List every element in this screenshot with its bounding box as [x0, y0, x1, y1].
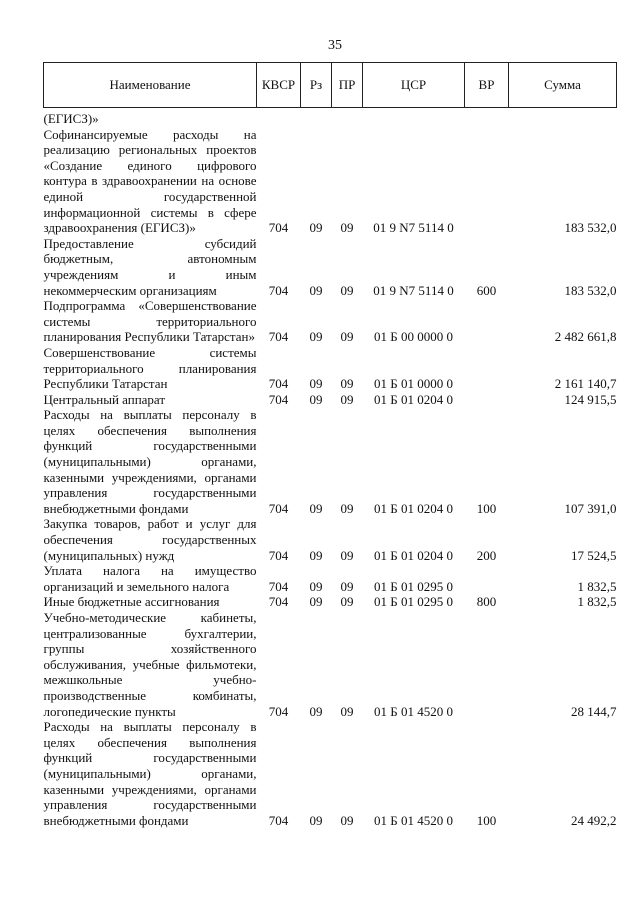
header-name: Наименование: [44, 63, 257, 108]
row-csr: 01 Б 01 4520 0: [374, 812, 453, 828]
row-rz: [301, 108, 332, 127]
row-name: Софинансируемые расходы на реализацию региональных проектов «Создание единого цифрового контура в здравоохранении на основе единой государственной информационной системы в сфере здравоохранения (ЕГИСЗ)»: [43, 126, 257, 236]
row-vr: [465, 610, 509, 719]
row-kvsr: 704: [268, 703, 289, 719]
row-pr: [332, 108, 363, 127]
table-row: [44, 108, 617, 127]
row-sum: 2 482 661,8: [554, 329, 617, 345]
row-pr: 09: [340, 391, 354, 407]
row-sum: 183 532,0: [564, 220, 617, 236]
row-csr: 01 Б 01 0295 0: [374, 578, 453, 594]
row-kvsr: 704: [268, 594, 289, 610]
header-rz: Рз: [301, 63, 332, 108]
table-row: [44, 594, 617, 610]
row-csr: 01 Б 01 4520 0: [374, 703, 453, 719]
row-rz: 09: [309, 812, 323, 828]
table-row: [44, 407, 617, 516]
row-kvsr: 704: [268, 329, 289, 345]
row-vr: [465, 127, 509, 236]
row-sum: 2 161 140,7: [554, 376, 617, 392]
row-pr: 09: [340, 547, 354, 563]
row-csr: 01 Б 00 0000 0: [374, 329, 453, 345]
row-csr: 01 9 N7 5114 0: [373, 220, 454, 236]
row-vr: [465, 345, 509, 392]
row-sum: 1 832,5: [577, 578, 617, 594]
header-vr: ВР: [465, 63, 509, 108]
row-kvsr: 704: [268, 376, 289, 392]
row-kvsr: 704: [268, 578, 289, 594]
row-vr: 100: [476, 812, 497, 828]
row-rz: 09: [309, 376, 323, 392]
row-rz: 09: [309, 329, 323, 345]
row-kvsr: 704: [268, 282, 289, 298]
row-pr: 09: [340, 500, 354, 516]
row-kvsr: [257, 108, 301, 127]
row-csr: 01 Б 01 0204 0: [374, 500, 453, 516]
row-csr: 01 Б 01 0204 0: [374, 391, 453, 407]
row-vr: [465, 392, 509, 408]
table-row: [44, 345, 617, 392]
row-pr: 09: [340, 376, 354, 392]
table-row: [44, 719, 617, 828]
row-csr: 01 Б 01 0204 0: [374, 547, 453, 563]
table-row: [44, 563, 617, 594]
row-vr: [465, 298, 509, 345]
header-csr: ЦСР: [363, 63, 465, 108]
row-pr: 09: [340, 703, 354, 719]
row-sum: 24 492,2: [571, 812, 617, 828]
table-row: [44, 516, 617, 563]
row-vr: 800: [476, 594, 497, 610]
row-sum: 107 391,0: [564, 500, 617, 516]
row-kvsr: 704: [268, 812, 289, 828]
table-header-row: [44, 63, 617, 108]
row-rz: 09: [309, 220, 323, 236]
row-sum: 17 524,5: [571, 547, 617, 563]
row-name: Совершенствование системы территориального планирования Республики Татарстан: [43, 344, 257, 392]
row-rz: 09: [309, 547, 323, 563]
row-vr: 600: [476, 282, 497, 298]
row-name: Уплата налога на имущество организаций и земельного налога: [43, 563, 257, 594]
row-vr: [465, 108, 509, 127]
row-pr: 09: [340, 578, 354, 594]
row-name: Центральный аппарат: [43, 391, 166, 407]
row-rz: 09: [309, 578, 323, 594]
row-sum: 124 915,5: [564, 391, 617, 407]
row-name: Расходы на выплаты персоналу в целях обеспечения выполнения функций государственными (муниципальными) органами, казенными учреждениями, органами управления государственными внебюджетными фондами: [43, 407, 257, 516]
header-kvsr: КВСР: [257, 63, 301, 108]
row-name: Расходы на выплаты персоналу в целях обеспечения выполнения функций государственными (муниципальными) органами, казенными учреждениями, органами управления государственными внебюджетными фондами: [43, 719, 257, 828]
row-kvsr: 704: [268, 220, 289, 236]
row-name: Предоставление субсидий бюджетным, автономным учреждениям и иным некоммерческим организациям: [43, 235, 257, 298]
row-csr: [363, 108, 465, 127]
budget-table: [43, 62, 617, 828]
row-kvsr: 704: [268, 391, 289, 407]
row-rz: 09: [309, 594, 323, 610]
row-csr: 01 Б 01 0295 0: [374, 594, 453, 610]
row-name: Подпрограмма «Совершенствование системы территориального планирования Республики Татарстан»: [43, 298, 257, 345]
row-name: Закупка товаров, работ и услуг для обеспечения государственных (муниципальных) нужд: [43, 516, 257, 563]
header-sum: Сумма: [509, 63, 617, 108]
row-sum: [509, 108, 617, 127]
row-sum: 28 144,7: [571, 703, 617, 719]
row-name: (ЕГИСЗ)»: [43, 111, 99, 126]
table-row: [44, 298, 617, 345]
row-name: Иные бюджетные ассигнования: [43, 594, 220, 610]
row-sum: 183 532,0: [564, 282, 617, 298]
row-pr: 09: [340, 594, 354, 610]
row-pr: 09: [340, 282, 354, 298]
page-number: 35: [328, 38, 342, 53]
row-csr: 01 Б 01 0000 0: [374, 376, 453, 392]
row-rz: 09: [309, 282, 323, 298]
header-pr: ПР: [332, 63, 363, 108]
row-pr: 09: [340, 812, 354, 828]
row-vr: 200: [476, 547, 497, 563]
row-sum: 1 832,5: [577, 594, 617, 610]
table-row: [44, 236, 617, 298]
table-row: [44, 610, 617, 719]
row-rz: 09: [309, 703, 323, 719]
row-kvsr: 704: [268, 500, 289, 516]
row-rz: 09: [309, 391, 323, 407]
row-pr: 09: [340, 220, 354, 236]
row-rz: 09: [309, 500, 323, 516]
row-vr: 100: [476, 500, 497, 516]
row-csr: 01 9 N7 5114 0: [373, 282, 454, 298]
table-row: [44, 127, 617, 236]
row-name: Учебно-методические кабинеты, централизованные бухгалтерии, группы хозяйственного обслуживания, учебные фильмотеки, межшкольные учебно-производственные комбинаты, логопедические пункты: [43, 610, 257, 719]
row-kvsr: 704: [268, 547, 289, 563]
row-vr: [465, 563, 509, 594]
table-row: [44, 392, 617, 408]
row-pr: 09: [340, 329, 354, 345]
